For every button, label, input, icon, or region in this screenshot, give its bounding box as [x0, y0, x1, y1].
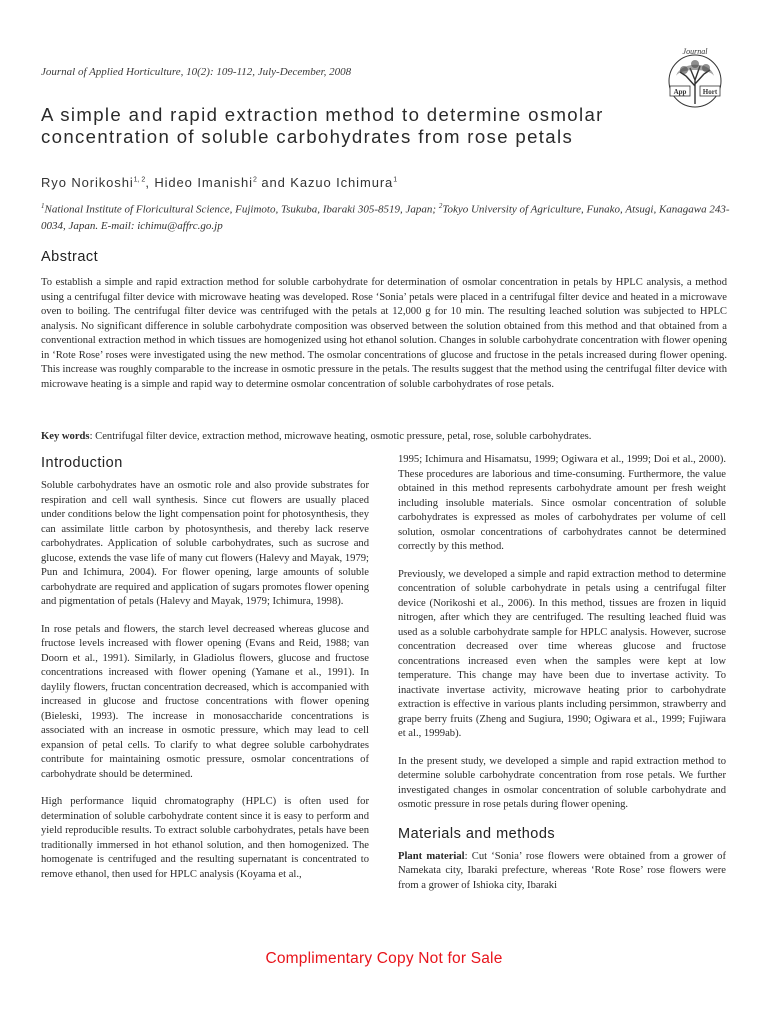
logo-right-text: Hort — [702, 88, 718, 96]
right-column — [398, 453, 726, 906]
paragraph: In the present study, we developed a simple and rapid extraction method to determine soluble carbohydrate concentration from rose petals. We further investigated changes in osmolar concentration of soluble carbohydrate and osmotic pressure in rose petals during flower opening. — [398, 755, 726, 810]
abstract-text: To establish a simple and rapid extraction method for soluble carbohydrate for determination of osmolar concentration in petals by HPLC analysis, a method using a centrifugal filter device with microwave heating was developed. Rose ‘Sonia’ petals were placed in a centrifugal filter device and heated in a microwave oven to boiling. The centrifugal filter device was centrifuged with the petals at 12,000 g for 10 min. The resulting leached solution was subjected to HPLC analysis. No significant difference in soluble carbohydrate composition was observed between the solution obtained from this method and that obtained from a conventional extraction method in which tissues are homogenized using hot ethanol solution. Changes in soluble carbohydrate concentration with flower opening in ‘Rote Rose’ roses were investigated using the new method. The osmolar concentrations of glucose and fructose in the petals increased during flower opening. This increase was roughly comparable to the increase in osmotic pressure in the petals. The results suggest that the method using the centrifugal filter device with microwave heating is a simple and rapid way to determine osmolar concentration of soluble carbohydrates of rose petals. — [41, 277, 727, 390]
methods-heading: Materials and methods — [398, 825, 556, 842]
paragraph: High performance liquid chromatography (HPLC) is often used for determination of soluble carbohydrate content since it is easy to perform and yield reproducible results. To extract soluble carbohydrates, petals have been traditionally immersed in hot ethanol solution, and then homogenized. The homogenate is centrifuged and the resulting supernatant is concentrated to remove ethanol, then used for HPLC analysis (Koyama et al., — [41, 796, 369, 880]
keywords — [41, 430, 731, 444]
author-affiliation-mark: 2 — [252, 176, 257, 184]
paragraph — [398, 850, 726, 894]
paragraph: 1995; Ichimura and Hisamatsu, 1999; Ogiwara et al., 1999; Doi et al., 2000). These procedures are laborious and time-consuming. Furthermore, the value obtained in this method represents carbohydrate amount per fresh weight including insoluble materials. Since osmolar concentration of soluble carbohydrates is expressed as moles of carbohydrates per volume of cell solution, osmolar concentrations of carbohydrates cannot be determined correctly by this method. — [398, 454, 726, 552]
paragraph: Previously, we developed a simple and rapid extraction method to determine concentration of soluble carbohydrate in petals using a centrifugal filter device (Norikoshi et al., 2006). In this method, tissues are frozen in liquid nitrogen, after which they are centrifuged. The resulting leached fluid was used as a soluble carbohydrate sample for HPLC analysis. However, sucrose concentration decreased over time whereas glucose and fructose concentrations increased even when the samples were kept at low temperature. This change may have been due to invertase activity. To inactivate invertase activity, microwave heating prior to carbohydrate extraction is effective in various plants including persimmon, strawberry and grape berry fruits (Zheng and Sugiura, 1990; Ogiwara et al., 1999; Fujiwara et al., 1999ab). — [398, 568, 726, 739]
author-affiliation-mark: 1, 2 — [133, 176, 146, 184]
author-list — [41, 175, 397, 190]
paragraph: Soluble carbohydrates have an osmotic role and also provide substrates for respiration and cell wall synthesis. Since cut flowers are usually placed under conditions below the light compensation point for photosynthesis, they can assimilate little carbon by photosynthesis, and thereby lack reserve carbohydrates. Application of soluble carbohydrates, such as sucrose and glucose, extends the vase life of many cut flowers (Halevy and Mayak, 1979; Pun and Ichimura, 2004). For flower opening, large amounts of soluble carbohydrate are required and application of sugars promotes flower opening and pigmentation of petals (Halevy and Mayak, 1979; Ichimura, 1998). — [41, 480, 369, 607]
article-title: A simple and rapid extraction method to determine osmolar concentration of soluble carbohydrates from rose petals — [41, 104, 604, 147]
introduction-heading: Introduction — [41, 455, 123, 471]
logo-left-text: App — [673, 88, 687, 96]
author-separator: and — [256, 175, 291, 190]
left-column — [41, 455, 369, 895]
plant-material-label: Plant material — [398, 850, 465, 862]
paragraph: In rose petals and flowers, the starch level decreased whereas glucose and fructose levels increased with flower opening (Evans and Reid, 1988; van Doorn et al., 1991). Similarly, in Gladiolus flowers, glucose and fructose concentrations increased with flower opening (Yamane et al., 1991). In daylily flowers, fructan concentration decreased, which is accompanied with increased in glucose and fructose concentrations with flower opening (Bieleski, 1993). The increase in monosaccharide concentrations is associated with an increase in osmotic pressure, which may lead to cell expansion of petal cells. To clarify to what degree soluble carbohydrates contribute for maintaining osmotic pressure, osmolar concentrations of carbohydrate should be determined. — [41, 623, 369, 780]
affiliation-mark: 1 — [41, 202, 45, 210]
author-separator: , — [145, 175, 155, 190]
journal-logo-icon — [662, 46, 728, 112]
keywords-list: : Centrifugal filter device, extraction method, microwave heating, osmotic pressure, petal, rose, soluble carbohydrates. — [89, 431, 592, 442]
author-name: Ryo Norikoshi — [41, 175, 134, 190]
author-affiliation-mark: 1 — [393, 176, 398, 184]
author-name: Kazuo Ichimura — [290, 175, 394, 190]
plant-material-text: : Cut ‘Sonia’ rose flowers were obtained from a grower of Namekata city, Ibaraki prefecture, whereas ‘Rote Rose’ rose flowers were from a grower of Ishioka city, Ibaraki — [398, 850, 726, 891]
keywords-label: Key words — [41, 431, 90, 442]
affiliation-1: National Institute of Floricultural Science, Fujimoto, Tsukuba, Ibaraki 305-8519, Japan; — [44, 203, 439, 216]
author-name: Hideo Imanishi — [154, 175, 253, 190]
logo-top-text: Journal — [682, 47, 708, 56]
abstract-heading: Abstract — [41, 249, 99, 265]
journal-citation: Journal of Applied Horticulture, 10(2): 109-112, July-December, 2008 — [41, 66, 352, 78]
complimentary-notice: Complimentary Copy Not for Sale — [265, 950, 503, 967]
affiliations — [41, 198, 731, 234]
affiliation-2: Tokyo University of Agriculture, Funako, Atsugi, Kanagawa 243-0034, Japan. E-mail: ichimu@affrc.go.jp — [41, 203, 730, 232]
affiliation-mark: 2 — [438, 202, 443, 210]
